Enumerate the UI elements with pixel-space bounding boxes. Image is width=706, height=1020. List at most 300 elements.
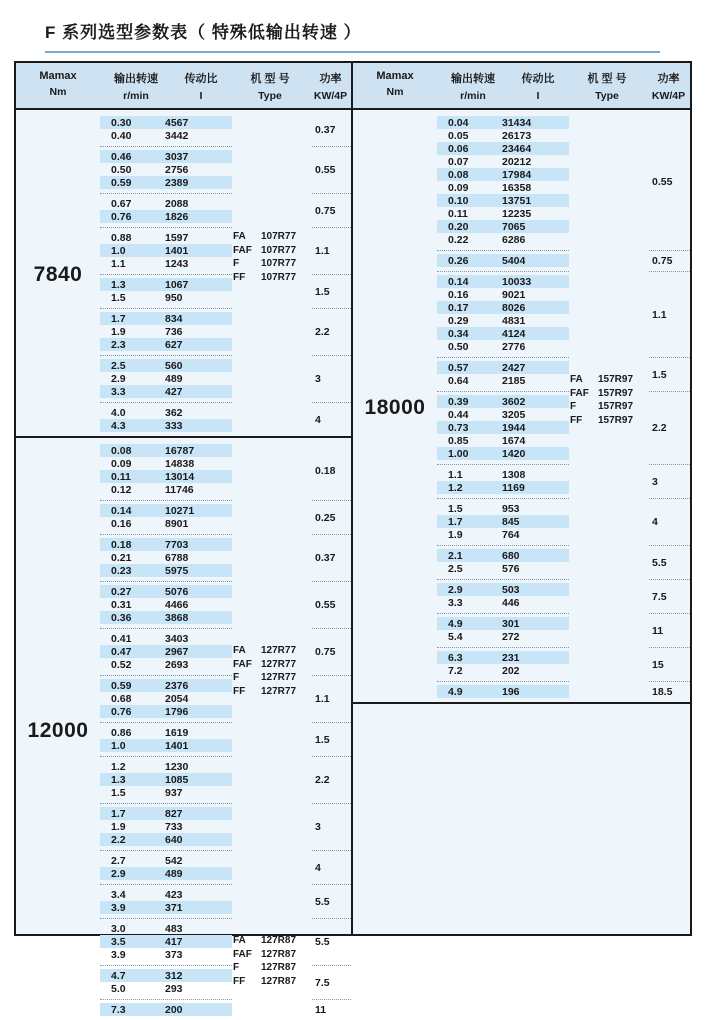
ratio-value: 12235: [502, 207, 532, 220]
power-cell: [649, 113, 690, 250]
speed-value: 0.76: [111, 210, 132, 223]
speed-value: 0.09: [448, 181, 469, 194]
header-line1: 输出转速: [451, 73, 495, 85]
speed-value: 0.06: [448, 142, 469, 155]
torque-block-7840: [16, 110, 351, 438]
ratio-value: 20212: [502, 155, 532, 168]
table-row: [437, 327, 569, 340]
header-col-model: [567, 70, 647, 102]
power-cell: [649, 357, 690, 391]
ratio-value: 3037: [165, 150, 189, 163]
type-cell: [232, 500, 312, 534]
power-cell: [649, 391, 690, 464]
table-row: [100, 257, 232, 270]
type-model-code: 107R77: [261, 258, 297, 270]
type-model: [233, 948, 296, 962]
speed-value: 0.73: [448, 421, 469, 434]
table-row: [437, 596, 569, 609]
type-prefix: F: [570, 401, 577, 413]
table-row: [437, 361, 569, 374]
ratio-value: 1085: [165, 773, 189, 786]
type-model-code: 157R97: [598, 387, 634, 399]
ratio-value: 2967: [165, 645, 189, 658]
speed-value: 0.16: [111, 517, 132, 530]
ratio-value: 489: [165, 867, 183, 880]
power-value: 0.75: [315, 204, 336, 217]
type-model: [233, 257, 296, 271]
power-cell: [312, 722, 351, 756]
ratio-value: 1243: [165, 257, 189, 270]
power-cell: [312, 999, 351, 1020]
table-row: [100, 359, 232, 372]
speed-value: 0.30: [111, 116, 132, 129]
ratio-value: 1674: [502, 434, 526, 447]
speed-value: 0.22: [448, 233, 469, 246]
type-model: [233, 934, 296, 948]
speed-ratio-group: [100, 113, 232, 146]
torque-block-18000: [353, 110, 690, 702]
speed-value: 1.7: [448, 515, 463, 528]
speed-value: 6.3: [448, 651, 463, 664]
table-row: [100, 551, 232, 564]
speed-value: 0.31: [111, 598, 132, 611]
speed-ratio-group: [437, 498, 569, 545]
power-value: 0.37: [315, 552, 336, 564]
table-row: [437, 502, 569, 515]
speed-value: 0.64: [448, 374, 469, 387]
speed-ratio-group: [100, 274, 232, 308]
power-value: 0.55: [315, 164, 336, 176]
table-row: [100, 982, 232, 995]
type-cell: [232, 441, 312, 500]
ratio-value: 16358: [502, 181, 532, 194]
speed-value: 1.5: [111, 291, 126, 304]
speed-value: 1.9: [111, 325, 126, 338]
ratio-value: 9021: [502, 288, 526, 301]
left-half: [16, 63, 353, 1016]
header-line2: KW/4P: [313, 90, 348, 102]
speed-value: 0.05: [448, 129, 469, 142]
speed-value: 4.9: [448, 685, 463, 698]
ratio-value: 4466: [165, 598, 189, 611]
power-value: 1.5: [315, 285, 330, 298]
speed-value: 0.16: [448, 288, 469, 301]
power-value: 2.2: [315, 326, 330, 338]
table-row: [100, 739, 232, 752]
ratio-value: 301: [502, 617, 520, 630]
type-cell: [232, 884, 312, 918]
speed-value: 1.2: [111, 760, 126, 773]
ratio-value: 13014: [165, 470, 195, 483]
ratio-value: 627: [165, 338, 183, 351]
power-cell: [312, 756, 351, 803]
table-row: [437, 562, 569, 575]
power-cell: [649, 545, 690, 579]
table-row: [437, 220, 569, 233]
power-value: 4: [315, 861, 321, 874]
table-row: [100, 312, 232, 325]
type-cell: [232, 355, 312, 402]
table-row: [100, 470, 232, 483]
header-line2: Type: [258, 90, 282, 102]
speed-value: 1.7: [111, 312, 126, 325]
ratio-value: 576: [502, 562, 520, 575]
speed-value: 4.0: [111, 406, 126, 419]
speed-ratio-group: [437, 647, 569, 681]
table-row: [437, 275, 569, 288]
ratio-value: 2185: [502, 374, 526, 387]
table-row: [100, 129, 232, 142]
header-line1: 机 型 号: [587, 73, 627, 85]
header-line1: 传动比: [521, 73, 555, 85]
ratio-value: 417: [165, 935, 183, 948]
table-row: [437, 528, 569, 541]
speed-value: 4.9: [448, 617, 463, 630]
type-cell: [232, 850, 312, 884]
table-row: [437, 651, 569, 664]
type-model-code: 107R77: [261, 244, 297, 256]
type-model: [233, 975, 296, 989]
ratio-value: 31434: [502, 116, 532, 129]
ratio-value: 6788: [165, 551, 189, 564]
table-row: [437, 233, 569, 246]
power-value: 0.75: [652, 255, 673, 267]
table-row: [100, 726, 232, 739]
type-model-code: 157R97: [598, 401, 634, 413]
type-model-code: 127R87: [261, 935, 297, 947]
type-prefix: FA: [233, 231, 246, 243]
table-row: [100, 867, 232, 880]
type-model: [570, 414, 633, 428]
ratio-value: 8901: [165, 517, 189, 530]
table-row: [437, 408, 569, 421]
table-row: [437, 254, 569, 267]
ratio-value: 8026: [502, 301, 526, 314]
ratio-value: 11746: [165, 483, 194, 496]
speed-value: 0.44: [448, 408, 469, 421]
speed-ratio-group: [437, 464, 569, 498]
type-prefix: FA: [570, 374, 583, 386]
type-cell: [232, 193, 312, 227]
power-cell: [312, 227, 351, 274]
table-row: [437, 481, 569, 494]
type-model-code: 127R77: [261, 645, 297, 657]
speed-value: 0.27: [111, 585, 132, 598]
ratio-value: 427: [165, 385, 183, 398]
speed-ratio-group: [100, 441, 232, 500]
power-value: 11: [315, 1004, 327, 1016]
ratio-value: 5076: [165, 585, 189, 598]
power-value: 1.1: [652, 308, 667, 321]
power-cell: [312, 581, 351, 628]
table-row: [100, 585, 232, 598]
speed-value: 0.08: [448, 168, 469, 181]
power-value: 15: [652, 658, 664, 671]
header-line1: 机 型 号: [250, 73, 290, 85]
header-line1: 传动比: [184, 73, 218, 85]
speed-value: 2.2: [111, 833, 126, 846]
speed-ratio-group: [100, 193, 232, 227]
ratio-value: 640: [165, 833, 183, 846]
empty-area: [353, 702, 690, 934]
table-row: [100, 517, 232, 530]
table-row: [437, 129, 569, 142]
type-model: [233, 271, 296, 285]
speed-ratio-group: [437, 391, 569, 464]
power-cell: [312, 402, 351, 436]
type-cell: [232, 918, 312, 987]
table-row: [100, 457, 232, 470]
power-value: 3: [315, 821, 321, 833]
speed-value: 0.88: [111, 231, 132, 244]
table-row: [437, 194, 569, 207]
speed-value: 0.04: [448, 116, 469, 129]
table-row: [100, 372, 232, 385]
speed-value: 3.5: [111, 935, 126, 948]
speed-value: 7.3: [111, 1003, 126, 1016]
ratio-value: 446: [502, 596, 520, 609]
type-model: [233, 671, 296, 685]
torque-block-12000: [16, 438, 351, 1020]
table-row: [100, 645, 232, 658]
power-value: 7.5: [652, 590, 667, 603]
type-model-code: 107R77: [261, 271, 297, 283]
speed-value: 2.7: [111, 854, 126, 867]
ratio-value: 200: [165, 1003, 183, 1016]
ratio-value: 17984: [502, 168, 532, 181]
speed-value: 3.0: [111, 922, 126, 935]
speed-ratio-group: [437, 579, 569, 613]
speed-value: 1.00: [448, 447, 469, 460]
table-row: [100, 773, 232, 786]
power-cell: [649, 250, 690, 271]
type-cell: [569, 579, 649, 613]
ratio-value: 542: [165, 854, 183, 867]
table-row: [100, 197, 232, 210]
ratio-value: 16787: [165, 444, 195, 457]
ratio-value: 312: [165, 969, 183, 982]
speed-ratio-group: [100, 999, 232, 1020]
type-cell: [569, 498, 649, 545]
ratio-value: 5975: [165, 564, 189, 577]
type-model-code: 127R87: [261, 948, 297, 960]
type-model: [233, 961, 296, 975]
speed-value: 5.4: [448, 630, 463, 643]
table-row: [437, 142, 569, 155]
speed-value: 0.17: [448, 301, 469, 314]
type-model: [570, 373, 633, 387]
ratio-value: 845: [502, 515, 520, 528]
speed-ratio-group: [100, 146, 232, 193]
speed-value: 2.9: [111, 867, 126, 880]
ratio-value: 736: [165, 325, 183, 338]
speed-value: 1.1: [111, 257, 126, 270]
speed-value: 1.5: [111, 786, 126, 799]
speed-value: 0.59: [111, 679, 132, 692]
type-prefix: FF: [233, 975, 246, 987]
selection-parameter-table: [14, 61, 692, 1016]
table-row: [100, 888, 232, 901]
ratio-value: 834: [165, 312, 183, 325]
right-half: [353, 63, 690, 934]
type-cell: [232, 402, 312, 436]
header-col-torque: [16, 70, 100, 102]
speed-value: 0.26: [448, 254, 469, 267]
table-row: [100, 244, 232, 257]
type-cell: [232, 628, 312, 697]
table-row: [437, 168, 569, 181]
speed-ratio-group: [100, 355, 232, 402]
power-cell: [312, 628, 351, 675]
table-row: [437, 301, 569, 314]
table-row: [437, 685, 569, 698]
speed-value: 3.9: [111, 901, 126, 914]
speed-value: 0.29: [448, 314, 469, 327]
type-model-code: 127R77: [261, 672, 297, 684]
type-model-code: 127R77: [261, 685, 297, 697]
table-row: [437, 549, 569, 562]
speed-value: 0.14: [448, 275, 469, 288]
header-line2: Nm: [49, 86, 67, 98]
speed-ratio-group: [437, 357, 569, 391]
ratio-value: 1308: [502, 468, 526, 481]
table-row: [100, 325, 232, 338]
header-line1: 输出转速: [114, 73, 158, 85]
table-row: [100, 935, 232, 948]
speed-value: 0.21: [111, 551, 132, 564]
power-cell: [649, 464, 690, 498]
speed-value: 0.76: [111, 705, 132, 718]
table-row: [437, 116, 569, 129]
speed-value: 0.85: [448, 434, 469, 447]
speed-ratio-group: [100, 918, 232, 965]
type-prefix: FAF: [233, 948, 252, 960]
type-cell: [232, 227, 312, 283]
speed-value: 0.47: [111, 645, 132, 658]
speed-value: 0.46: [111, 150, 132, 163]
table-row: [100, 338, 232, 351]
header-line2: I: [199, 90, 203, 102]
type-prefix: F: [233, 962, 240, 974]
ratio-value: 13751: [502, 194, 532, 207]
speed-value: 4.3: [111, 419, 126, 432]
type-cell: [569, 250, 649, 271]
power-value: 4: [652, 516, 658, 528]
power-value: 2.2: [652, 422, 667, 434]
header-col-model: [230, 70, 310, 102]
power-value: 0.55: [652, 175, 673, 188]
power-cell: [649, 647, 690, 681]
ratio-value: 3403: [165, 632, 189, 645]
ratio-value: 2427: [502, 361, 526, 374]
speed-ratio-group: [100, 756, 232, 803]
speed-value: 1.2: [448, 481, 463, 494]
power-value: 4: [315, 413, 321, 426]
type-model: [233, 644, 296, 658]
power-value: 0.37: [315, 123, 336, 136]
type-model-code: 127R77: [261, 658, 297, 670]
speed-value: 0.50: [111, 163, 132, 176]
header-line2: r/min: [123, 90, 149, 102]
speed-value: 2.1: [448, 549, 463, 562]
table-row: [437, 155, 569, 168]
power-cell: [649, 613, 690, 647]
ratio-value: 680: [502, 549, 520, 562]
ratio-value: 489: [165, 372, 183, 385]
table-row: [100, 564, 232, 577]
speed-value: 0.23: [111, 564, 132, 577]
ratio-value: 2088: [165, 197, 189, 210]
type-prefix: F: [233, 258, 240, 270]
table-row: [100, 538, 232, 551]
type-prefix: F: [233, 672, 240, 684]
speed-value: 1.5: [448, 502, 463, 515]
ratio-value: 7703: [165, 538, 189, 551]
speed-value: 1.1: [448, 468, 463, 481]
speed-value: 0.36: [111, 611, 132, 624]
header-col-torque: [353, 70, 437, 102]
ratio-value: 10033: [502, 275, 532, 288]
type-cell: [232, 146, 312, 193]
speed-ratio-group: [437, 250, 569, 271]
power-cell: [312, 274, 351, 308]
power-value: 1.1: [315, 693, 330, 705]
speed-value: 0.57: [448, 361, 469, 374]
type-prefix: FAF: [233, 658, 252, 670]
table-row: [100, 278, 232, 291]
speed-value: 5.0: [111, 982, 126, 995]
title-underline: [45, 51, 660, 53]
type-prefix: FA: [233, 645, 246, 657]
type-cell: [569, 647, 649, 681]
power-value: 5.5: [315, 936, 330, 948]
type-cell: [569, 357, 649, 426]
speed-value: 0.67: [111, 197, 132, 210]
ratio-value: 3868: [165, 611, 189, 624]
speed-value: 0.09: [111, 457, 132, 470]
ratio-value: 3205: [502, 408, 526, 421]
ratio-value: 1826: [165, 210, 189, 223]
power-cell: [649, 498, 690, 545]
type-cell: [569, 613, 649, 647]
ratio-value: 1420: [502, 447, 526, 460]
table-row: [100, 163, 232, 176]
ratio-value: 1796: [165, 705, 189, 718]
power-cell: [312, 965, 351, 999]
type-stack: [233, 934, 296, 988]
table-row: [100, 901, 232, 914]
power-value: 1.5: [652, 368, 667, 381]
speed-ratio-group: [100, 850, 232, 884]
table-row: [100, 116, 232, 129]
type-model-code: 127R87: [261, 962, 297, 974]
speed-value: 0.68: [111, 692, 132, 705]
power-value: 11: [652, 624, 664, 637]
header-col-power: [310, 70, 351, 102]
ratio-value: 14838: [165, 457, 195, 470]
type-prefix: FF: [233, 685, 246, 697]
speed-ratio-group: [100, 803, 232, 850]
ratio-value: 196: [502, 685, 520, 698]
power-cell: [312, 918, 351, 965]
page: [0, 18, 706, 1016]
power-cell: [312, 884, 351, 918]
ratio-value: 423: [165, 888, 183, 901]
power-value: 5.5: [652, 556, 667, 569]
table-row: [100, 833, 232, 846]
speed-value: 0.11: [448, 207, 468, 220]
ratio-value: 7065: [502, 220, 526, 233]
